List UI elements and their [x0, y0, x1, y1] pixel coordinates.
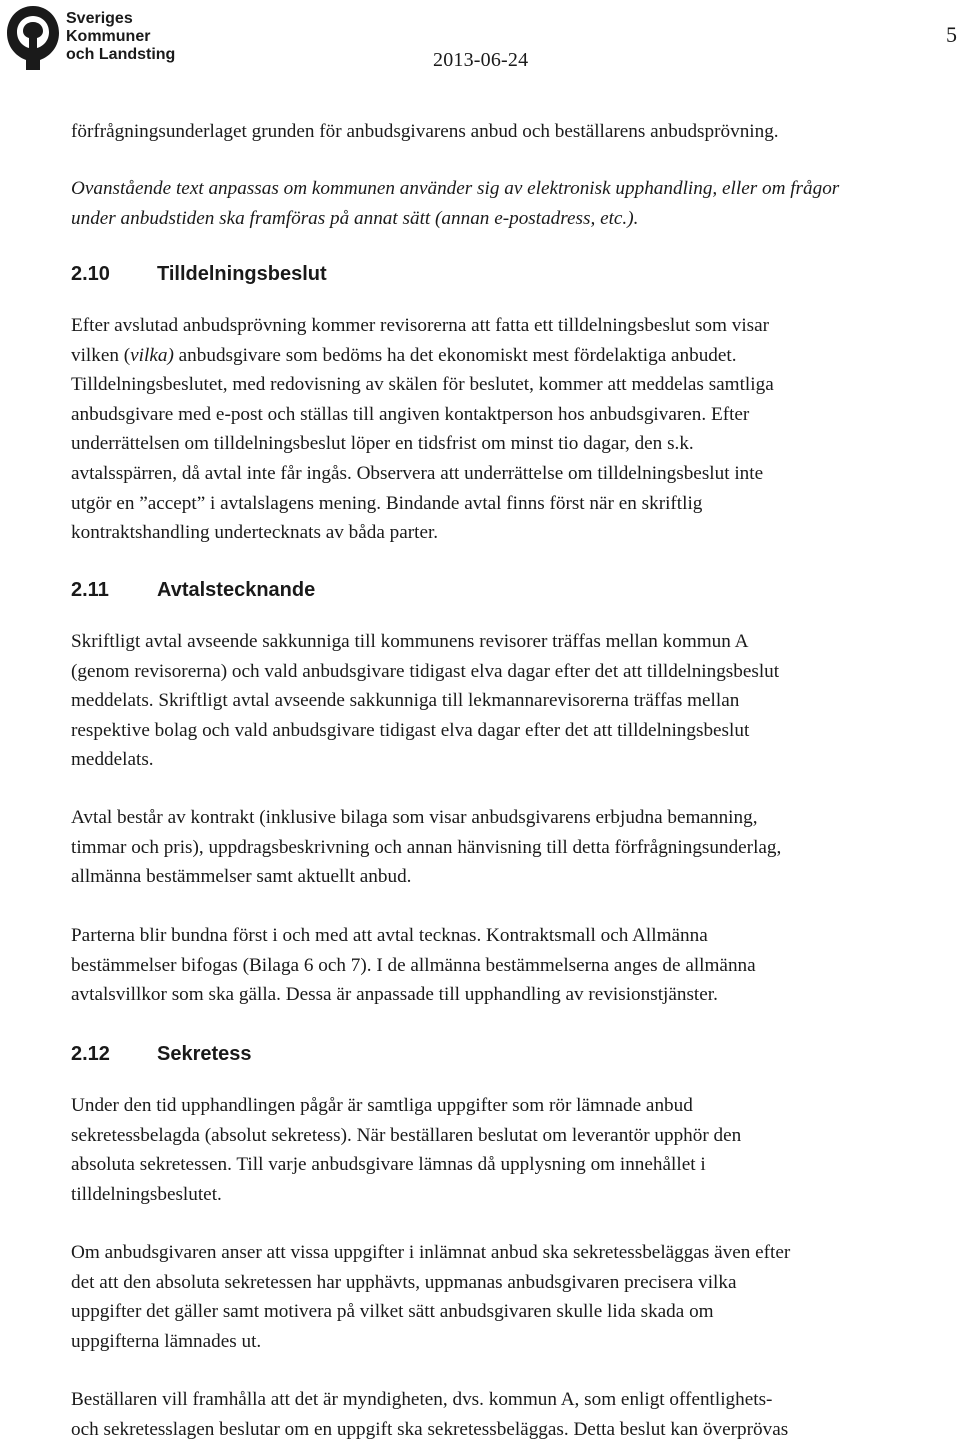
- text-line: Avtal består av kontrakt (inklusive bilaga som visar anbudsgivarens erbjudna bemanning,: [71, 807, 758, 828]
- paragraph: [71, 1091, 956, 1209]
- text-line: och sekretesslagen beslutar om en uppgift ska sekretessbeläggas. Detta beslut kan överprövas: [71, 1418, 789, 1440]
- text-line: utgör en ”accept” i avtalslagens mening. Bindande avtal finns först när en skriftlig: [71, 492, 703, 514]
- text-segment: vilken (: [71, 344, 131, 366]
- skl-logo-text: [66, 10, 175, 64]
- paragraph: [71, 803, 956, 892]
- section-title: Tilldelningsbeslut: [157, 263, 327, 285]
- paragraph: [71, 117, 956, 147]
- logo-line: Kommuner: [66, 28, 151, 45]
- text-line: sekretessbelagda (absolut sekretess). När beställaren beslutat om leverantör upphör den: [71, 1124, 742, 1146]
- text-line: Under den tid upphandlingen pågår är samtliga uppgifter som rör lämnade anbud: [71, 1095, 693, 1116]
- text-line: meddelats.: [71, 749, 154, 771]
- section-number: 2.11: [71, 579, 109, 601]
- text-segment: anbudsgivare som bedöms ha det ekonomiskt mest fördelaktiga anbudet.: [173, 344, 737, 366]
- text-line: respektive bolag och vald anbudsgivare tidigast elva dagar efter det att tilldelningsbeslut: [71, 719, 750, 741]
- logo-line: Sveriges: [66, 10, 133, 27]
- logo-line: och Landsting: [66, 46, 176, 63]
- text-line: timmar och pris), uppdragsbeskrivning och annan hänvisning till detta förfrågningsunderlag,: [71, 836, 782, 858]
- text-line: avtalsspärren, då avtal inte får ingås. Observera att underrättelse om tilldelningsbeslut inte: [71, 462, 764, 484]
- paragraph: [71, 311, 956, 548]
- text-line: Parterna blir bundna först i och med att avtal tecknas. Kontraktsmall och Allmänna: [71, 925, 708, 946]
- text-line: anbudsgivare med e-post och ställas till angiven kontaktperson hos anbudsgivaren. Efter: [71, 403, 750, 425]
- paragraph: [71, 921, 956, 1010]
- italic-note: [71, 174, 956, 233]
- section-title: Avtalstecknande: [157, 579, 316, 601]
- text-line: meddelats. Skriftligt avtal avseende sakkunniga till lekmannarevisorerna träffas mellan: [71, 690, 740, 712]
- section-heading-2-11: [71, 579, 315, 602]
- text-line: underrättelsen om tilldelningsbeslut löper en tidsfrist om minst tio dagar, den s.k.: [71, 433, 694, 455]
- text-line: Efter avslutad anbudsprövning kommer revisorerna att fatta ett tilldelningsbeslut som visar: [71, 315, 770, 336]
- paragraph: [71, 1238, 956, 1356]
- italic-segment: vilka): [130, 344, 174, 366]
- section-number: 2.10: [71, 263, 110, 285]
- text-line: kontraktshandling undertecknats av båda parter.: [71, 522, 439, 544]
- text-line: uppgifterna lämnades ut.: [71, 1330, 262, 1352]
- skl-logo: [4, 2, 184, 72]
- text-line: bestämmelser bifogas (Bilaga 6 och 7). I de allmänna bestämmelserna anges de allmänna: [71, 954, 756, 976]
- paragraph: [71, 627, 956, 775]
- text-line: avtalsvillkor som ska gälla. Dessa är anpassade till upphandling av revisionstjänster.: [71, 984, 718, 1006]
- text-line: absoluta sekretessen. Till varje anbudsgivare lämnas då upplysning om innehållet i: [71, 1154, 706, 1176]
- section-heading-2-10: [71, 263, 327, 286]
- text-line: [71, 341, 956, 371]
- text-line: Tilldelningsbeslutet, med redovisning av skälen för beslutet, kommer att meddelas samtliga: [71, 374, 774, 396]
- text-line: under anbudstiden ska framföras på annat sätt (annan e-postadress, etc.).: [71, 207, 639, 229]
- section-number: 2.12: [71, 1043, 110, 1065]
- text-line: förfrågningsunderlaget grunden för anbudsgivarens anbud och beställarens anbudsprövning.: [71, 121, 779, 142]
- section-heading-2-12: [71, 1043, 252, 1066]
- text-line: Ovanstående text anpassas om kommunen använder sig av elektronisk upphandling, eller om frågor: [71, 178, 840, 199]
- paragraph: [71, 1385, 956, 1444]
- text-line: Beställaren vill framhålla att det är myndigheten, dvs. kommun A, som enligt offentlighets-: [71, 1389, 773, 1410]
- document-date: 2013-06-24: [433, 49, 529, 71]
- text-line: det att den absoluta sekretessen har upphävts, uppmanas anbudsgivaren precisera vilka: [71, 1271, 737, 1293]
- page-number: 5: [946, 22, 957, 47]
- text-line: Skriftligt avtal avseende sakkunniga till kommunens revisorer träffas mellan kommun A: [71, 631, 749, 652]
- text-line: uppgifter det gäller samt motivera på vilket sätt anbudsgivaren skulle lida skada om: [71, 1301, 714, 1323]
- text-line: (genom revisorerna) och vald anbudsgivare tidigast elva dagar efter det att tilldelningsbeslut: [71, 660, 780, 682]
- text-line: Om anbudsgivaren anser att vissa uppgifter i inlämnat anbud ska sekretessbeläggas även efter: [71, 1242, 791, 1263]
- section-title: Sekretess: [157, 1043, 252, 1065]
- text-line: allmänna bestämmelser samt aktuellt anbud.: [71, 866, 412, 888]
- text-line: tilldelningsbeslutet.: [71, 1183, 222, 1205]
- skl-emblem-icon: [4, 2, 62, 72]
